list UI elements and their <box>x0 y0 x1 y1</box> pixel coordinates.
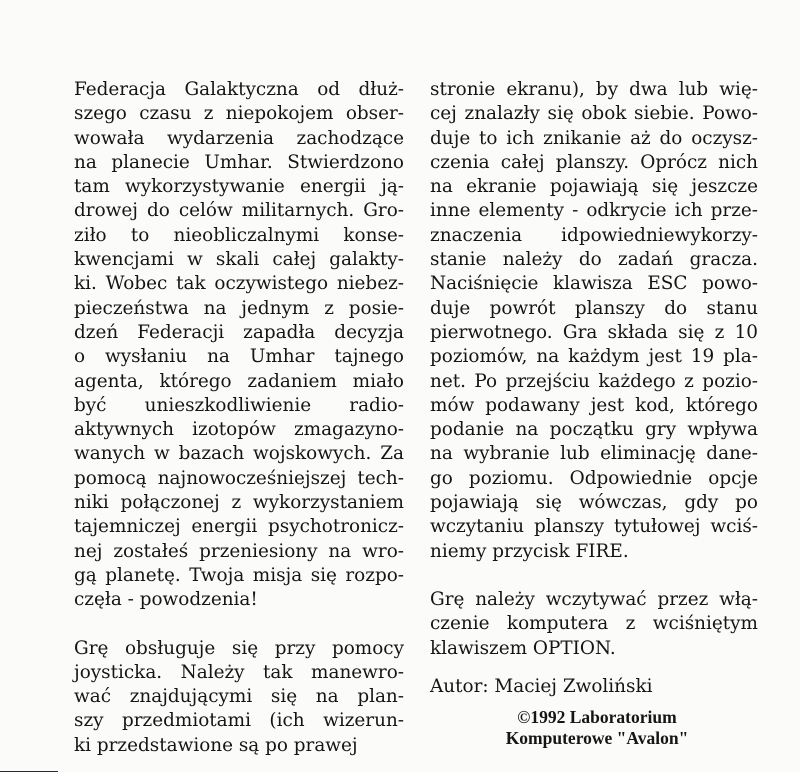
text-line: cej znalazły się obok siebie. Powo- <box>430 103 758 125</box>
text-line: net. Po przejściu każdego z pozio- <box>430 370 758 392</box>
text-line: Grę obsługuje się przy pomocy <box>74 637 404 659</box>
right-column <box>430 78 758 749</box>
text-line: czenia całej planszy. Oprócz nich <box>430 151 758 173</box>
text-line: pojawiają się wówczas, gdy po <box>430 492 758 514</box>
text-line: poziomów, na każdym jest 19 pla- <box>430 346 758 368</box>
text-line: pomocą najnowocześniejszej tech- <box>74 467 404 489</box>
copyright-line-2: Komputerowe "Avalon" <box>505 728 689 749</box>
text-line: tajemniczej energii psychotronicz- <box>74 516 404 538</box>
text-line: znaczenia idpowiedniewykorzy- <box>430 224 758 246</box>
text-line: go poziomu. Odpowiednie opcje <box>430 467 758 489</box>
text-line: agenta, którego zadaniem miało <box>74 370 404 392</box>
text-line: czenie komputera z wciśniętym <box>430 613 758 635</box>
text-line: na wybranie lub eliminację dane- <box>430 443 758 465</box>
text-line: pieczeństwa na jednym z posie- <box>74 297 404 319</box>
text-line: drowej do celów militarnych. Gro- <box>74 200 404 222</box>
text-line: gą planetę. Twoja misja się rozpo- <box>74 564 404 586</box>
text-line: inne elementy - odkrycie ich prze- <box>430 200 758 222</box>
text-line: pierwotnego. Gra składa się z 10 <box>430 321 758 343</box>
text-line: tam wykorzystywanie energii ją- <box>74 176 404 198</box>
copyright-line-1: ©1992 Laboratorium <box>517 707 677 728</box>
text-line: mów podawany jest kod, którego <box>430 394 758 416</box>
text-line: być unieszkodliwienie radio- <box>74 394 404 416</box>
loading-paragraph <box>430 588 758 661</box>
paragraph-gap <box>74 613 404 637</box>
text-line: wać znajdującymi się na plan- <box>74 686 404 708</box>
text-line: stanie należy do zadań gracza. <box>430 249 758 271</box>
text-line: częła - powodzenia! <box>74 589 258 611</box>
text-line: Federacja Galaktyczna od dłuż- <box>74 79 404 100</box>
story-paragraph <box>74 78 404 613</box>
text-line: duje to ich znikanie aż do oczysz- <box>430 127 758 149</box>
text-line: ziło to nieobliczalnymi konse- <box>74 224 404 246</box>
text-line: ki przedstawione są po prawej <box>74 734 358 756</box>
text-line: duje powrót planszy do stanu <box>430 297 758 319</box>
paragraph-gap <box>430 661 758 675</box>
text-line: ki. Wobec tak oczywistego niebez- <box>74 273 404 295</box>
text-line: szy przedmiotami (ich wizerun- <box>74 710 404 732</box>
left-column <box>74 78 404 758</box>
text-line: na planecie Umhar. Stwierdzono <box>74 151 404 173</box>
text-line: aktywnych izotopów zmagazyno- <box>74 419 404 441</box>
text-line: nej zostałeś przeniesiony na wro- <box>74 540 404 562</box>
text-line: klawiszem OPTION. <box>430 637 616 659</box>
text-line: niki połączonej z wykorzystaniem <box>74 492 404 514</box>
paragraph-gap <box>430 564 758 588</box>
text-line: wowała wydarzenia zachodzące <box>74 127 404 149</box>
text-line: Grę należy wczytywać przez włą- <box>430 588 758 610</box>
text-line: kwencjami w skali całej galakty- <box>74 249 404 271</box>
author-line: Autor: Maciej Zwoliński <box>430 675 653 697</box>
text-line: podanie na początku gry wpływa <box>430 419 758 441</box>
text-line: o wysłaniu na Umhar tajnego <box>74 346 404 368</box>
controls-paragraph-continued <box>430 78 758 564</box>
text-line: wanych w bazach wojskowych. Za <box>74 443 404 465</box>
text-line: joysticka. Należy tak manewro- <box>74 661 404 683</box>
text-line: stronie ekranu), by dwa lub wię- <box>430 79 758 100</box>
text-line: dzeń Federacji zapadła decyzja <box>74 321 404 343</box>
controls-paragraph <box>74 637 404 758</box>
text-line: wczytaniu planszy tytułowej wciś- <box>430 516 758 538</box>
text-line: szego czasu z niepokojem obser- <box>74 103 404 125</box>
text-line: Naciśnięcie klawisza ESC powo- <box>430 273 758 295</box>
text-line: niemy przycisk FIRE. <box>430 540 629 562</box>
text-line: na ekranie pojawiają się jeszcze <box>430 176 758 198</box>
